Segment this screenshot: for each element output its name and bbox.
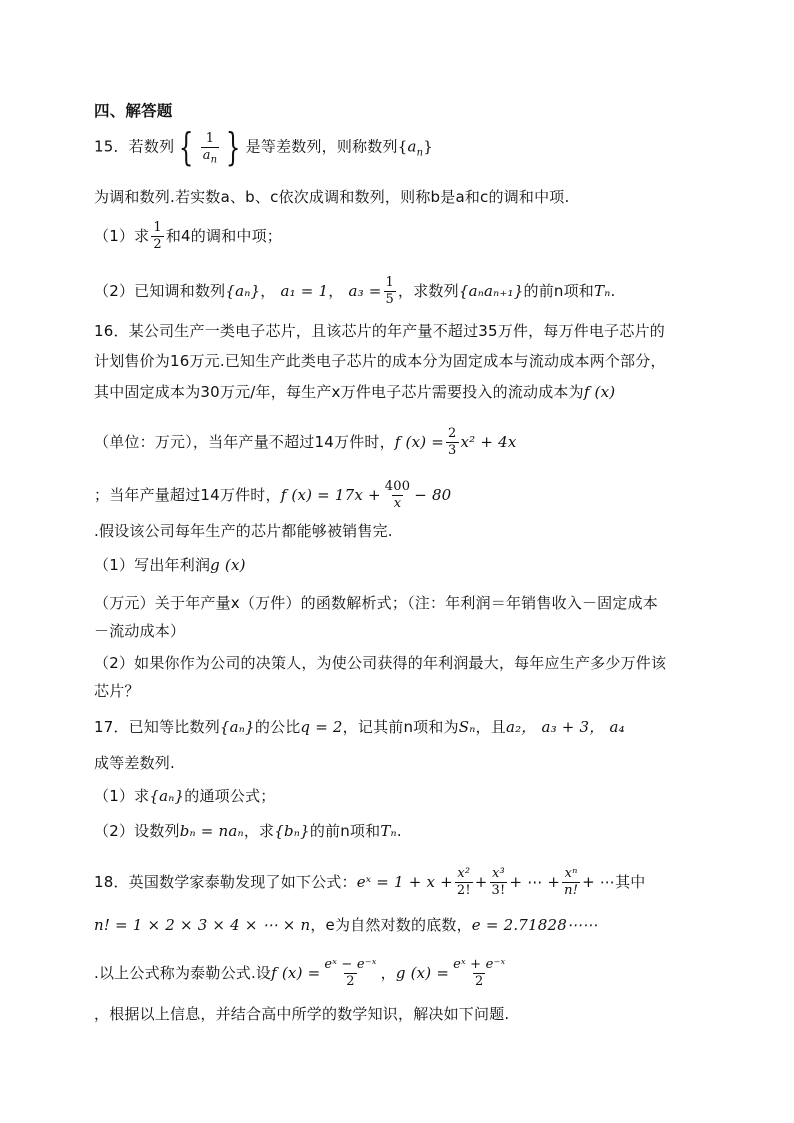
q17-line2: 成等差数列. [94,754,175,772]
q16-two-thirds: $\frac{2}{3}$ [448,426,457,458]
section-title: 四、解答题 [94,102,173,120]
q17-part2: （2）设数列bₙ = naₙ，求{bₙ}的前n项和Tₙ. [94,822,402,840]
q15-part2: （2）已知调和数列{aₙ}， a₁ = 1， a₃ = $\frac{1}{5}$ ，求数列{aₙaₙ₊₁}的前n项和Tₙ. [94,275,616,307]
q16-part1-line2: （万元）关于年产量x（万件）的函数解析式；（注：年利润＝年销售收入－固定成本 [94,594,658,612]
q16-line6: .假设该公司每年生产的芯片都能够被销售完. [94,522,393,540]
q16-line1: 16．某公司生产一类电子芯片，且该芯片的年产量不超过35万件，每万件电子芯片的 [94,322,665,340]
q16-400-over-x: $\frac{400}{x}$ [384,479,411,511]
q15-p1-fraction: $\frac{1}{2}$ [153,220,162,252]
brace-left: { [179,125,194,169]
q18-termn: $\frac{\text{xⁿ}}{n!}$ [564,866,579,898]
q18-line2: n! = 1 × 2 × 3 × 4 × ⋯ × n，e为自然对数的底数，e = 2.71828⋯⋯ [94,916,598,934]
q15-a3-fraction: $\frac{1}{5}$ [385,275,395,307]
q15-mid: 是等差数列，则称数列 [245,137,398,156]
q18-f-fraction: $\frac{\text{eˣ − e⁻ˣ}}{2}$ [324,957,377,989]
q16-line3: 其中固定成本为30万元/年，每生产x万件电子芯片需要投入的流动成本为f (x) [94,383,616,401]
brace-right: } [226,125,241,169]
q15-lead: 15．若数列 [94,137,175,156]
q18-line1: 18．英国数学家泰勒发现了如下公式：eˣ = 1 + x + $\frac{\text{x²}}{2!}$ + $\frac{\text{x³}}{3!}$ + ⋯ + $\frac{\text{xⁿ}}{n!}$ + ⋯其中 [94,866,646,898]
q16-part2-line2: 芯片？ [94,682,140,700]
q16-part2-line1: （2）如果你作为公司的决策人，为使公司获得的年利润最大，每年应生产多少万件该 [94,654,667,672]
q18-line3: .以上公式称为泰勒公式.设f (x) = $\frac{\text{eˣ − e⁻ˣ}}{2}$ ，g (x) = $\frac{\text{eˣ + e⁻ˣ}}{2}$ [94,957,506,989]
q15-line2: 为调和数列.若实数a、b、c依次成调和数列，则称b是a和c的调和中项. [94,188,570,206]
q16-part1-line3: －流动成本） [94,622,186,640]
q16-line2: 计划售价为16万元.已知生产此类电子芯片的成本分为固定成本与流动成本两个部分， [94,352,666,370]
q16-line5: ；当年产量超过14万件时，f (x) = 17x + $\frac{400}{x}$ − 80 [94,479,452,511]
q18-term2: $\frac{\text{x²}}{2!}$ [456,866,471,898]
q15-part1: （1）求 $\frac{1}{2}$ 和4的调和中项； [94,220,282,252]
q16-line4: （单位：万元），当年产量不超过14万件时，f (x) = $\frac{2}{3}$ x² + 4x [94,426,517,458]
q17-part1: （1）求{aₙ}的通项公式； [94,787,276,805]
q15-line1: 15．若数列 { $\frac{1}{a_n}$ } 是等差数列，则称数列$\{a_n\}$ [94,125,433,169]
q15-fraction: $\frac{1}{a_n}$ [202,130,218,166]
q16-part1: （1）写出年利润g (x) [94,556,246,574]
q18-term3: $\frac{\text{x³}}{3!}$ [491,866,506,898]
q18-g-fraction: $\frac{\text{eˣ + e⁻ˣ}}{2}$ [453,957,506,989]
q18-line4: ，根据以上信息，并结合高中所学的数学知识，解决如下问题. [94,1005,510,1023]
q17-line1: 17．已知等比数列{aₙ}的公比q = 2，记其前n项和为Sₙ，且a₂， a₃ + 3， a₄ [94,718,625,736]
